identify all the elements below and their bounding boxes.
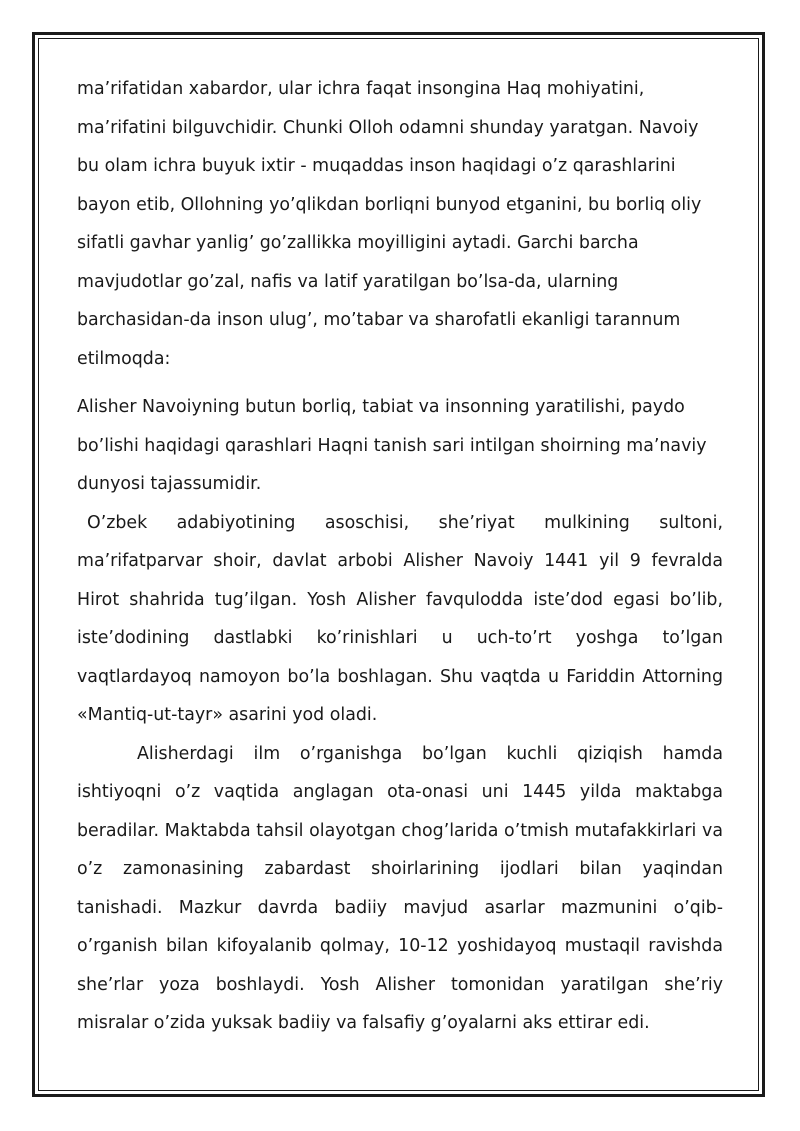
paragraph-4: Alisherdagi ilm o’rganishga bo’lgan kuchli qiziqish hamda ishtiyoqni o’z vaqtida anglagan ota-onasi uni 1445 yilda maktabga beradilar. Maktabda tahsil olayotgan chog’larida o’tmish mutafakkirlari va o’z zamonasining zabardast shoirlarining ijodlari bilan yaqindan tanishadi. Mazkur davrda badiiy mavjud asarlar mazmunini o’qib-o’rganish bilan kifoyalanib qolmay, 10-12 yoshidayoq mustaqil ravishda she’rlar yoza boshlaydi. Yosh Alisher tomonidan yaratilgan she’riy misralar o’zida yuksak badiiy va falsafiy g’oyalarni aks ettirar edi. [77, 743, 723, 1033]
paragraph-2: Alisher Navoiyning butun borliq, tabiat va insonning yaratilishi, paydo bo’lishi haqidagi qarashlari Haqni tanish sari intilgan shoirning ma’naviy dunyosi tajassumidir. [77, 397, 707, 494]
paragraph-3: O’zbek adabiyotining asoschisi, she’riyat mulkining sultoni, ma’rifatparvar shoir, davlat arbobi Alisher Navoiy 1441 yil 9 fevralda Hirot shahrida tug’ilgan. Yosh Alisher favqulodda iste’dod egasi bo’lib, iste’dodining dastlabki ko’rinishlari u uch-to’rt yoshga to’lgan vaqtlardayoq namoyon bo’la boshlagan. Shu vaqtda u Fariddin Attorning «Mantiq-ut-tayr» asarini yod oladi. [77, 512, 723, 725]
paragraph-1: ma’rifatidan xabardor, ular ichra faqat insongina Haq mohiyatini, ma’rifatini bilguvchidir. Chunki Olloh odamni shunday yaratgan. Navoiy bu olam ichra buyuk ixtir - muqaddas inson haqidagi o’z qarashlarini bayon etib, Ollohning yo’qlikdan borliqni bunyod etganini, bu borliq oliy sifatli gavhar yanlig’ go’zallikka moyilligini aytadi. Garchi barcha mavjudotlar go’zal, nafis va latif yaratilgan bo’lsa-da, ularning barchasidan-da inson ulug’, mo’tabar va sharofatli ekanligi tarannum etilmoqda: [77, 79, 702, 369]
document-body [77, 70, 723, 1043]
